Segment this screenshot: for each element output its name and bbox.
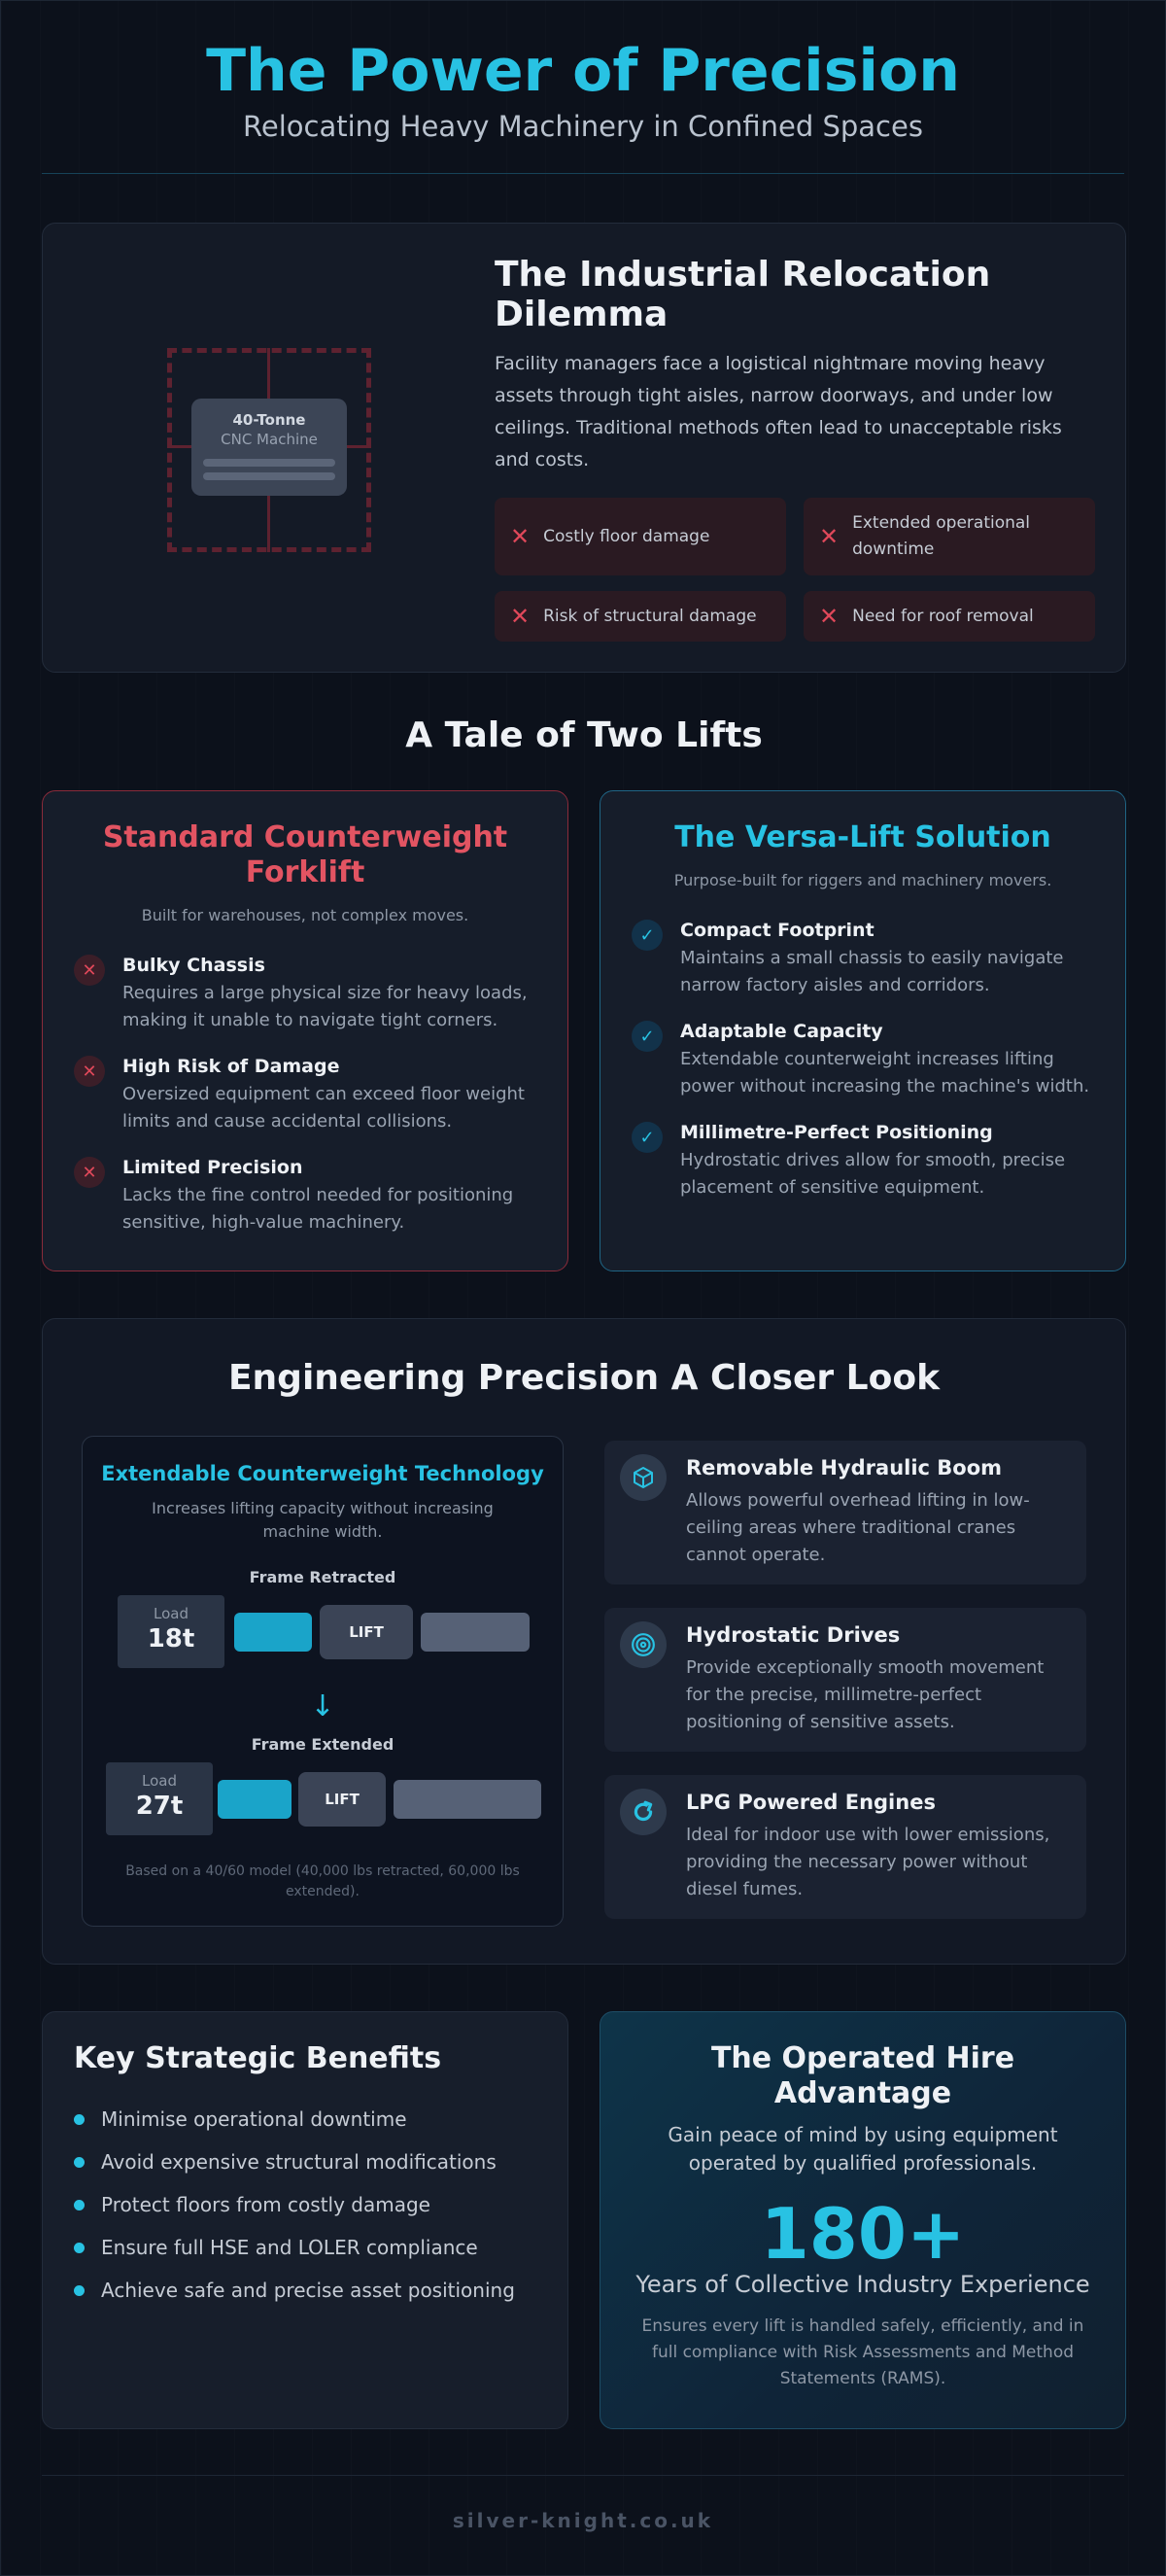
benefits-title: Key Strategic Benefits xyxy=(74,2041,442,2075)
feature-card-engines xyxy=(604,1775,1086,1919)
comparison-title: A Tale of Two Lifts xyxy=(405,715,763,755)
hire-subtitle: Gain peace of mind by using equipment operated by qualified professionals. xyxy=(668,2123,1058,2175)
issue-item xyxy=(804,498,1095,575)
frame-retracted-label: Frame Retracted xyxy=(249,1568,396,1586)
machine-bar xyxy=(203,472,335,480)
load-label: Load xyxy=(154,1605,189,1622)
machine-sublabel: CNC Machine xyxy=(221,431,318,448)
drawback-desc: Lacks the fine control needed for positioning sensitive, high-value machinery. xyxy=(122,1185,514,1233)
check-circle-icon: ✓ xyxy=(632,920,663,951)
bullet-icon xyxy=(74,2243,85,2253)
machine-diagram xyxy=(167,348,371,552)
footer-site: silver-knight.co.uk xyxy=(452,2509,714,2532)
benefit-label: Achieve safe and precise asset positioning xyxy=(101,2279,515,2302)
frame-bar xyxy=(394,1780,541,1819)
engineering-title: Engineering Precision A Closer Look xyxy=(227,1358,941,1398)
benefit-item xyxy=(74,2279,515,2302)
feature-card-boom xyxy=(604,1441,1086,1584)
advantage-item xyxy=(632,1021,1094,1100)
bullet-icon xyxy=(74,2285,85,2296)
drawback-item xyxy=(74,1157,536,1236)
load-label: Load xyxy=(142,1772,177,1790)
issue-label: Costly floor damage xyxy=(543,526,710,546)
advantage-title: Adaptable Capacity xyxy=(680,1021,883,1042)
bullet-icon xyxy=(74,2157,85,2168)
benefit-item xyxy=(74,2107,407,2131)
issue-item xyxy=(804,591,1095,642)
feature-title: Removable Hydraulic Boom xyxy=(686,1456,1003,1479)
advantage-item xyxy=(632,1122,1094,1201)
header xyxy=(1,1,1165,143)
dilemma-body: Facility managers face a logistical nightmare moving heavy assets through tight aisles, narrow doorways, and under low ceilings. Traditional methods often lead to unacceptable risks and costs. xyxy=(495,353,1062,470)
load-value: 27t xyxy=(135,1792,184,1821)
bullet-icon xyxy=(74,2114,85,2125)
cross-icon: ✕ xyxy=(74,955,105,986)
load-box-retracted xyxy=(118,1595,224,1668)
benefit-item xyxy=(74,2236,478,2259)
counterweight-bar xyxy=(218,1780,292,1819)
feature-title: Hydrostatic Drives xyxy=(686,1623,901,1647)
arrow-down-icon: ↓ xyxy=(310,1689,335,1723)
counterweight-subtitle: Increases lifting capacity without increasing machine width. xyxy=(152,1499,494,1541)
feature-title: LPG Powered Engines xyxy=(686,1791,936,1814)
cube-icon xyxy=(620,1454,667,1501)
counterweight-title: Extendable Counterweight Technology xyxy=(101,1462,544,1485)
hire-title: The Operated Hire Advantage xyxy=(710,2041,1015,2110)
refresh-icon xyxy=(620,1789,667,1835)
engineering-section xyxy=(42,1318,1126,1965)
hire-note: Ensures every lift is handled safely, efficiently, and in full compliance with Risk Assessments and Method Statements (RAMS). xyxy=(641,2316,1084,2388)
machine-bar xyxy=(203,459,335,467)
drawback-title: Limited Precision xyxy=(122,1157,303,1178)
drawback-item xyxy=(74,955,536,1034)
versa-subtitle: Purpose-built for riggers and machinery movers. xyxy=(673,871,1052,889)
cross-icon: ✕ xyxy=(510,522,531,550)
advantage-desc: Hydrostatic drives allow for smooth, precise placement of sensitive equipment. xyxy=(680,1150,1066,1198)
benefit-item xyxy=(74,2193,430,2216)
benefit-label: Avoid expensive structural modifications xyxy=(101,2150,497,2174)
target-icon xyxy=(620,1621,667,1668)
bullet-icon xyxy=(74,2200,85,2210)
lift-block: LIFT xyxy=(320,1605,413,1659)
frame-bar xyxy=(421,1613,530,1652)
cross-icon: ✕ xyxy=(819,522,840,550)
operated-hire-card xyxy=(600,2011,1126,2429)
lift-block: LIFT xyxy=(298,1772,386,1827)
load-value: 18t xyxy=(147,1624,195,1654)
page-title: The Power of Precision xyxy=(206,37,960,105)
advantage-desc: Maintains a small chassis to easily navigate narrow factory aisles and corridors. xyxy=(680,948,1064,995)
drawback-desc: Requires a large physical size for heavy loads, making it unable to navigate tight corners. xyxy=(122,983,528,1030)
cross-icon: ✕ xyxy=(74,1056,105,1087)
drawback-title: High Risk of Damage xyxy=(122,1056,340,1077)
feature-card-drives xyxy=(604,1608,1086,1752)
dilemma-section xyxy=(42,223,1126,673)
counterweight-bar xyxy=(234,1613,312,1652)
advantage-title: Compact Footprint xyxy=(680,920,874,941)
benefit-label: Ensure full HSE and LOLER compliance xyxy=(101,2236,478,2259)
load-box-extended xyxy=(106,1762,213,1835)
footer-divider xyxy=(42,2475,1124,2476)
cross-icon: ✕ xyxy=(510,602,531,630)
cross-icon: ✕ xyxy=(819,602,840,630)
machine-label: 40-Tonne xyxy=(232,411,306,429)
versa-title: The Versa-Lift Solution xyxy=(674,820,1051,854)
standard-title: Standard Counterweight Forklift xyxy=(102,820,508,889)
benefit-label: Minimise operational downtime xyxy=(101,2107,407,2131)
standard-forklift-card xyxy=(42,790,568,1271)
feature-desc: Ideal for indoor use with lower emissions, providing the necessary power without diesel fumes. xyxy=(686,1825,1050,1899)
standard-subtitle: Built for warehouses, not complex moves. xyxy=(141,906,469,924)
drawback-desc: Oversized equipment can exceed floor weight limits and cause accidental collisions. xyxy=(122,1084,525,1131)
frame-extended-label: Frame Extended xyxy=(251,1735,394,1754)
drawback-item xyxy=(74,1056,536,1135)
experience-caption: Years of Collective Industry Experience xyxy=(635,2271,1090,2298)
feature-desc: Provide exceptionally smooth movement for the precise, millimetre-perfect positioning of sensitive assets. xyxy=(686,1657,1045,1732)
counterweight-panel xyxy=(82,1436,564,1927)
machine-block xyxy=(191,399,347,496)
issue-label: Risk of structural damage xyxy=(543,606,757,626)
header-divider xyxy=(42,173,1124,174)
cross-icon: ✕ xyxy=(74,1157,105,1188)
page-subtitle: Relocating Heavy Machinery in Confined Spaces xyxy=(243,110,923,143)
counterweight-note: Based on a 40/60 model (40,000 lbs retracted, 60,000 lbs extended). xyxy=(125,1863,520,1899)
advantage-title: Millimetre-Perfect Positioning xyxy=(680,1122,993,1143)
benefit-item xyxy=(74,2150,497,2174)
dilemma-title: The Industrial Relocation Dilemma xyxy=(495,255,991,334)
check-circle-icon: ✓ xyxy=(632,1021,663,1052)
versa-lift-card xyxy=(600,790,1126,1271)
feature-desc: Allows powerful overhead lifting in low-ceiling areas where traditional cranes cannot operate. xyxy=(686,1490,1030,1565)
issue-label: Need for roof removal xyxy=(852,606,1034,626)
advantage-desc: Extendable counterweight increases lifting power without increasing the machine's width. xyxy=(680,1049,1090,1097)
advantage-item xyxy=(632,920,1094,999)
experience-stat: 180+ xyxy=(760,2193,966,2275)
benefit-label: Protect floors from costly damage xyxy=(101,2193,430,2216)
drawback-title: Bulky Chassis xyxy=(122,955,265,976)
check-circle-icon: ✓ xyxy=(632,1122,663,1153)
issue-item xyxy=(495,498,786,575)
issue-item xyxy=(495,591,786,642)
issue-label: Extended operational downtime xyxy=(852,513,1031,559)
benefits-card xyxy=(42,2011,568,2429)
